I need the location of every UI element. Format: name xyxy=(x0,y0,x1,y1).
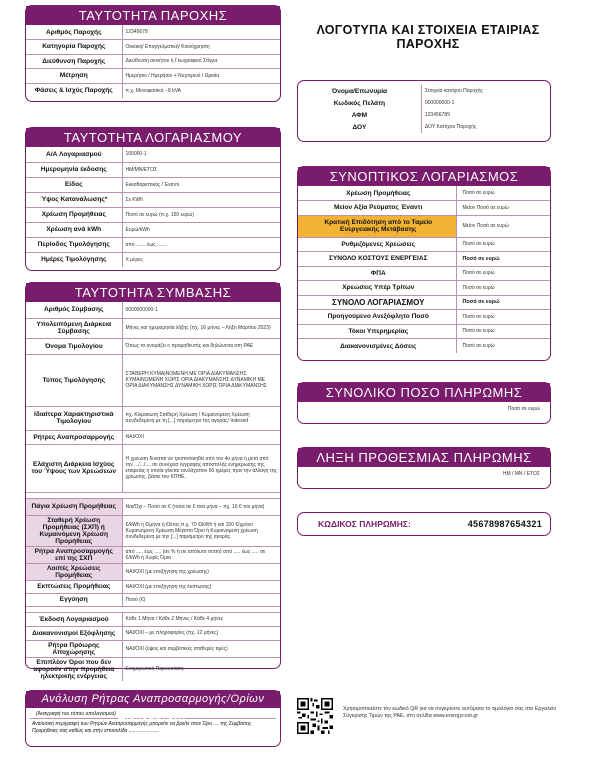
row-value: ΔΟΥ Κατόχου Παροχής xyxy=(424,124,477,130)
row-label: ΔΟΥ xyxy=(298,121,421,133)
row-label: Προηγούμενο Ανεξόφλητο Ποσό xyxy=(298,310,456,325)
row-label: Ελάχιστη Διάρκεια Ισχύος του Ύψους των Χρεώσεων xyxy=(26,444,122,492)
row-label: Ρήτρες Αναπροσαρμογής xyxy=(26,430,122,444)
table-row xyxy=(26,40,280,55)
row-value: Όπως το ονομάζει ο προμηθευτής και δηλώνεται στη ΡΑΕ xyxy=(122,338,280,354)
table-row xyxy=(26,626,280,640)
contract-panel xyxy=(25,282,281,680)
row-value: Ποσό σε ευρώ xyxy=(456,324,550,339)
company-panel xyxy=(297,80,551,142)
row-value: Οικιακή/ Επαγγελματική/ Κοινόχρηστη xyxy=(122,40,280,55)
contract-title: ΤΑΥΤΟΤΗΤΑ ΣΥΜΒΑΣΗΣ xyxy=(26,283,280,302)
row-value: Ποσό σε ευρώ xyxy=(456,186,550,201)
table-row xyxy=(26,563,280,580)
table-row xyxy=(298,237,550,252)
table-row xyxy=(26,640,280,657)
row-label: Όνομα Τιμολογίου xyxy=(26,338,122,354)
row-label: Περίοδος Τιμολόγησης xyxy=(26,237,122,252)
row-value: από ..... έως ..... (σε % ή σε απόλυτο ποσό) από ..... έως ..... σε €/kWh ή Χωρίς Όρια xyxy=(122,546,280,563)
row-label: Κωδικός Πελάτη xyxy=(298,97,421,109)
row-value: 000000000-1 xyxy=(424,100,455,106)
row-label: Λοιπές Χρεώσεις Προμήθειας xyxy=(26,563,122,580)
table-row xyxy=(26,515,280,546)
row-value: Ποσό σε ευρώ xyxy=(456,295,550,310)
row-label: Ημέρες Τιμολόγησης xyxy=(26,252,122,267)
row-label: ΣΥΝΟΛΟ ΚΟΣΤΟΥΣ ΕΝΕΡΓΕΙΑΣ xyxy=(298,252,456,267)
summary-table xyxy=(298,186,550,353)
row-label: Μέτρηση xyxy=(26,69,122,84)
row-label: ΑΦΜ xyxy=(298,109,421,121)
row-label: Φάσεις & Ισχύς Παροχής xyxy=(26,83,122,98)
row-label: Κατηγορία Παροχής xyxy=(26,40,122,55)
row-value: πχ. Κλιμακωτή Σταθερή Χρέωση / Κυμαινόμενη Χρέωση συνδεδεμένη με τη [...] παράμετρο της αγοράς/ Indexed xyxy=(122,406,280,430)
payment-code-panel xyxy=(297,512,551,536)
row-label: Αριθμός Σύμβασης xyxy=(26,302,122,318)
table-row xyxy=(298,324,550,339)
row-label: Σταθερή Χρέωση Προμήθειας (ΣΧΠ) ή Κυμαινόμενη Χρέωση Προμήθειας xyxy=(26,515,122,546)
table-row xyxy=(298,266,550,281)
row-value: Μείον Ποσό σε ευρώ xyxy=(456,201,550,216)
table-row xyxy=(298,97,550,109)
table-row xyxy=(26,54,280,69)
row-label: Πάγια Χρέωση Προμήθειας xyxy=(26,498,122,515)
total-value: Ποσό σε ευρώ xyxy=(507,406,540,412)
row-label: Ρήτρα Αναπροσαρμογής επί της ΣΧΠ xyxy=(26,546,122,563)
table-row xyxy=(298,281,550,296)
row-label: Κρατική Επιδότηση από το Ταμείο Ενεργειακής Μετάβασης xyxy=(298,215,456,237)
row-label: Έκδοση Λογαριασμού xyxy=(26,612,122,626)
table-row xyxy=(26,546,280,563)
table-row xyxy=(26,593,280,606)
row-value: ΝΑΙ/ΟΧΙ (ύψος και συμβατικές σταθερές τιμές) xyxy=(122,640,280,657)
table-row xyxy=(26,580,280,593)
deadline-title: ΛΗΞΗ ΠΡΟΘΕΣΜΙΑΣ ΠΛΗΡΩΜΗΣ xyxy=(298,448,550,467)
company-heading: ΛΟΓΟΤΥΠΑ ΚΑΙ ΣΤΟΙΧΕΙΑ ΕΤΑΙΡΙΑΣ ΠΑΡΟΧΗΣ xyxy=(316,23,540,51)
row-value: Μήνες και ημερομηνία λήξης (πχ. 16 μήνες – Λήξη Μαρτίου 2023) xyxy=(122,318,280,338)
table-row xyxy=(26,222,280,237)
table-row xyxy=(298,109,550,121)
row-label: Αριθμός Παροχής xyxy=(26,25,122,40)
table-row xyxy=(298,121,550,133)
deadline-value: ΗΜ / ΜΝ / ΕΤΟΣ xyxy=(502,471,540,477)
row-label: Ύψος Κατανάλωσης* xyxy=(26,192,122,207)
table-row xyxy=(298,252,550,267)
table-row xyxy=(26,302,280,318)
row-value: ΣΤΑΘΕΡΗ ΚΥΜΑΙΝΟΜΕΝΗ ΜΕ ΟΡΙΑ ΔΙΑΚΥΜΑΝΣΗΣ ΚΥΜΑΙΝΟΜΕΝΗ ΧΩΡΙΣ ΟΡΙΑ ΔΙΑΚΥΜΑΝΣΗΣ ΔΥΝΑΜΙΚΗ ΜΕ ΟΡΙΑ ΔΙΑΚΥΜΑΝΣΗΣ ΔΥΝΑΜΙΚΗ ΧΩΡΙΣ ΟΡΙΑ ΔΙΑΚΥΜΑΝΣΗΣ xyxy=(122,354,280,406)
deadline-panel xyxy=(297,447,551,489)
table-row xyxy=(26,69,280,84)
clause-description: Αναλυτική περιγραφή των Ρητρών Αναπροσαρμογής μπορείτε να βρείτε στον Όρο .... της Σύμβασης Προμήθειας σας καθώς και στην ιστοσελίδα ...................... xyxy=(32,721,252,734)
table-row xyxy=(26,430,280,444)
supply-table xyxy=(26,25,280,98)
row-value: Ημερήσιο / Ημερήσιο + Νυχτερινό / Ωριαία xyxy=(122,69,280,84)
table-row xyxy=(298,295,550,310)
row-value: Στοιχεία κατόχου Παροχής xyxy=(424,88,483,94)
row-label: Χρεώσεις Υπέρ Τρίτων xyxy=(298,281,456,296)
table-row xyxy=(26,612,280,626)
row-value: 0000000000-1 xyxy=(122,302,280,318)
row-label: Εκπτώσεις Προμήθειας xyxy=(26,580,122,593)
row-label: Ρυθμιζόμενες Χρεώσεις xyxy=(298,237,456,252)
row-label: Α/Α Λογαριασμού xyxy=(26,147,122,162)
qr-code-icon[interactable] xyxy=(297,698,333,734)
table-row xyxy=(26,83,280,98)
row-value: Ποσό σε ευρώ xyxy=(456,310,550,325)
table-row xyxy=(298,186,550,201)
row-value: π.χ. Μονοφασική - 8 kVA xyxy=(125,87,181,94)
row-value: 100000-1 xyxy=(122,147,280,162)
row-label: Χρέωση ανά kWh xyxy=(26,222,122,237)
row-label: Όνομα/Επωνυμία xyxy=(298,85,421,97)
supply-title: ΤΑΥΤΟΤΗΤΑ ΠΑΡΟΧΗΣ xyxy=(26,6,280,25)
row-label: Χρέωση Προμήθειας xyxy=(298,186,456,201)
table-row xyxy=(26,147,280,162)
table-row xyxy=(298,310,550,325)
table-row xyxy=(26,406,280,430)
account-panel xyxy=(25,127,281,271)
row-value: Κάθε 1 Μήνα / Κάθε 2 Μήνες / Κάθε 4 μήνες xyxy=(122,612,280,626)
row-value: Εκκαθαριστικός / Έναντι xyxy=(122,177,280,192)
clause-title: Ανάλυση Ρήτρας Αναπροσαρμογής/Ορίων Διακύμανσης xyxy=(26,691,280,708)
row-label: Τύπος Τιμολόγησης xyxy=(26,354,122,406)
row-value: ΗΜ/ΜΝ/ΕΤΟΣ xyxy=(122,162,280,177)
payment-code-value: 45678987654321 xyxy=(467,519,542,529)
row-value: €/kWh ή €/μήνα ή €/έτος π.χ. 70 €/kWh ή και 100 €/χρόνο Κυμαινόμενη Χρέωση Μέγιστο Όριο ή Κυμαινόμενη χρέωση συνδεδεμένη με την [...] παράμετρο της αγοράς xyxy=(122,515,280,546)
row-label: Είδος xyxy=(26,177,122,192)
row-label: Εγγύηση xyxy=(26,593,122,606)
row-label: Τόκοι Υπερημερίας xyxy=(298,324,456,339)
table-row xyxy=(26,192,280,207)
table-row xyxy=(26,444,280,492)
row-value: Ευρώ/kWh xyxy=(122,222,280,237)
row-value: Χ μέρες xyxy=(125,256,143,263)
row-value: ΝΑΙ/ΟΧΙ (με επεξήγηση της έκπτωσης) xyxy=(122,580,280,593)
row-value: Σε KWh xyxy=(122,192,280,207)
row-label: Διακανονισμένες Δόσεις xyxy=(298,339,456,354)
table-row xyxy=(26,252,280,267)
table-row xyxy=(26,657,280,681)
total-title: ΣΥΝΟΛΙΚΟ ΠΟΣΟ ΠΛΗΡΩΜΗΣ xyxy=(298,383,550,402)
summary-panel xyxy=(297,166,551,361)
row-value: Ποσό σε ευρώ xyxy=(456,252,550,267)
row-value: 123456789 xyxy=(424,112,450,118)
summary-title: ΣΥΝΟΠΤΙΚΟΣ ΛΟΓΑΡΙΑΣΜΟΣ xyxy=(298,167,550,186)
row-value: Ποσό σε ευρώ (π.χ. 150 ευρώ) xyxy=(122,207,280,222)
clause-panel xyxy=(25,690,281,747)
table-row xyxy=(26,237,280,252)
account-table xyxy=(26,147,280,267)
row-value: Ποσό σε ευρώ xyxy=(462,343,495,349)
clause-formula: (Αναγραφή του τύπου υπολογισμού) xyxy=(30,708,276,719)
row-label: Ρήτρα Πρόωρης Αποχώρησης xyxy=(26,640,122,657)
row-label: Ημερομηνία έκδοσης xyxy=(26,162,122,177)
row-value: Ποσό σε ευρώ xyxy=(456,266,550,281)
row-value: Ποσό (€) xyxy=(122,593,280,606)
table-row xyxy=(26,498,280,515)
row-label: Χρέωση Προμήθειας xyxy=(26,207,122,222)
row-value: 12345678 xyxy=(122,25,280,40)
row-value: Ναι/Όχι – Ποσό σε € (τόσα σε € ανά μήνα – πχ. 10 € τον μήνα) xyxy=(122,498,280,515)
row-label: Υπολειπόμενη Διάρκεια Σύμβασης xyxy=(26,318,122,338)
table-row xyxy=(26,25,280,40)
row-label: Μείον Αξία Ρεύματος Έναντι xyxy=(298,201,456,216)
row-value: ΝΑΙ/ΟΧΙ xyxy=(122,430,280,444)
row-value: Ενημερωτική Παρουσίαση xyxy=(125,666,184,672)
table-row xyxy=(298,339,550,354)
table-row xyxy=(26,354,280,406)
table-row xyxy=(26,338,280,354)
row-value: Μείον Ποσό σε ευρώ xyxy=(456,215,550,237)
table-row xyxy=(26,177,280,192)
row-label: Ιδιαίτερα Χαρακτηριστικά Τιμολογίου xyxy=(26,406,122,430)
row-label: Διεύθυνση Παροχής xyxy=(26,54,122,69)
row-value: ΝΑΙ/ΟΧΙ – με πληροφορίες (πχ. 12 μήνες) xyxy=(122,626,280,640)
row-value: Η χρέωση δύναται να τροποποιηθεί από τον 4ο μήνα ή μετά από την .../.../.... σε συνέχεια έγγραφης αποστολής ενημέρωσης της εταιρείας η οποία γίνεται τουλάχιστον 60 ημέρες πριν την αλλαγή της χρέωσης, βάσει του ΚΠΗΕ. xyxy=(122,444,280,492)
row-label: Επιπλέον Όροι που δεν αφορούν στην προμήθεια ηλεκτρικής ενέργειας xyxy=(26,657,122,681)
table-row xyxy=(26,318,280,338)
row-label: Διακανονισμοί Εξόφλησης xyxy=(26,626,122,640)
table-row xyxy=(298,85,550,97)
row-label: ΦΠΑ xyxy=(298,266,456,281)
company-table xyxy=(298,85,550,133)
contract-table xyxy=(26,302,280,681)
row-value: ΝΑΙ/ΟΧΙ (με επεξήγηση της χρέωσης) xyxy=(122,563,280,580)
table-row xyxy=(26,207,280,222)
payment-code-label: ΚΩΔΙΚΟΣ ΠΛΗΡΩΜΗΣ: xyxy=(318,519,411,529)
row-value: Ποσό σε ευρώ xyxy=(456,237,550,252)
total-panel xyxy=(297,382,551,424)
qr-note: Χρησιμοποιείστε τον κωδικό QR για να συγκρίνετε αυτόματα το τιμολόγιο σας στο Εργαλείο Σύγκρισης Τιμών της ΡΑΕ, στη σελίδα www.energycost.gr xyxy=(343,706,557,719)
row-label: ΣΥΝΟΛΟ ΛΟΓΑΡΙΑΣΜΟΥ xyxy=(298,295,456,310)
row-value: Διεύθυνση ακινήτου ή Γεωγραφικό Στίγμα xyxy=(122,54,280,69)
supply-panel xyxy=(25,5,281,102)
account-title: ΤΑΥΤΟΤΗΤΑ ΛΟΓΑΡΙΑΣΜΟΥ xyxy=(26,128,280,147)
table-row xyxy=(26,162,280,177)
row-value: από ....... έως ....... xyxy=(122,237,280,252)
table-row xyxy=(298,201,550,216)
row-value: Ποσό σε ευρώ xyxy=(456,281,550,296)
table-row xyxy=(298,215,550,237)
